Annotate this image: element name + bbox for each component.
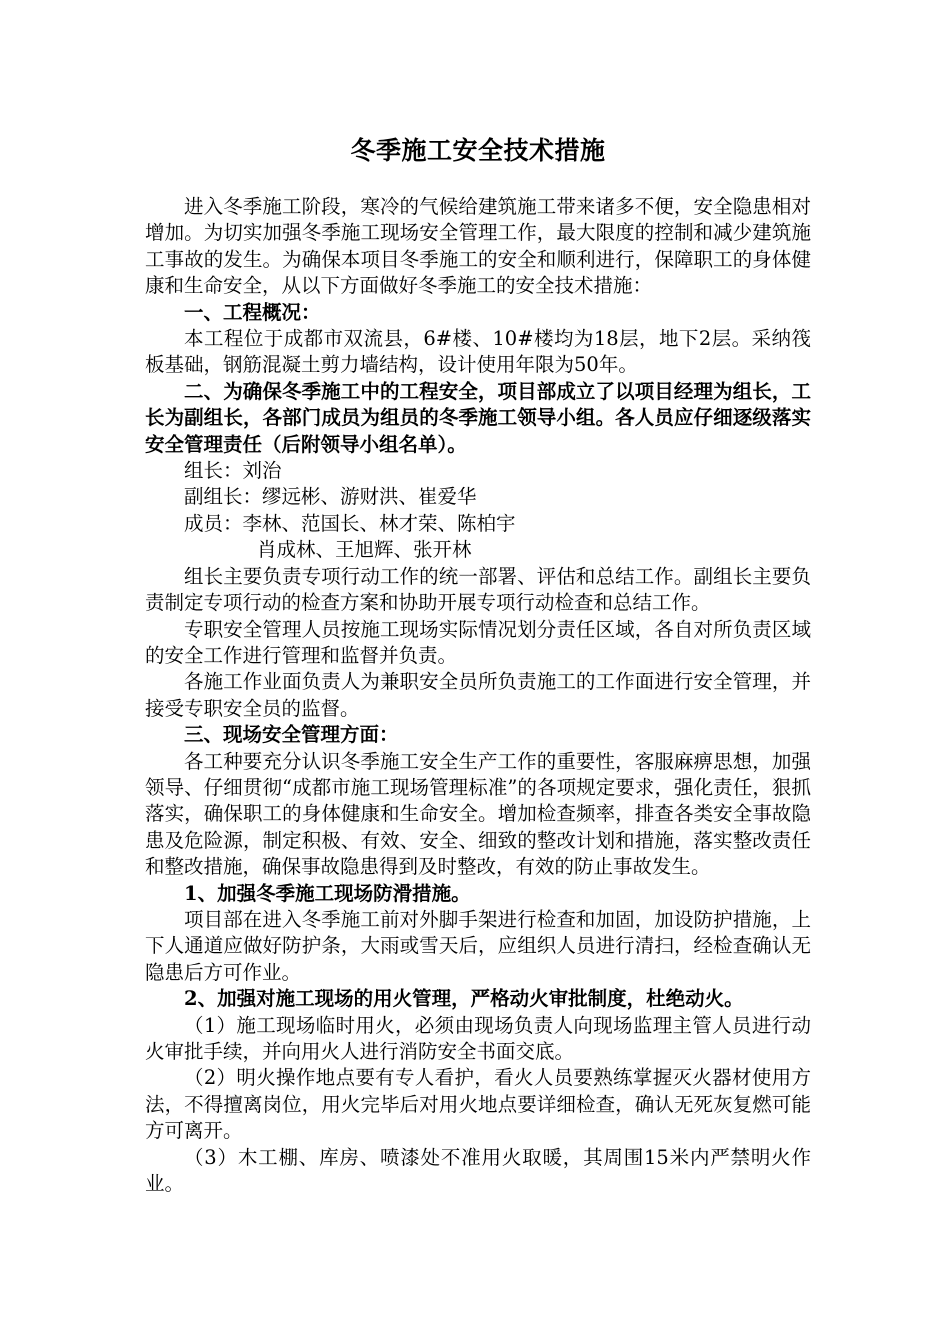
site-safety-paragraph: 各工种要充分认识冬季施工安全生产工作的重要性，客服麻痹思想，加强领导、仔细贯彻“成都市施工现场管理标准”的各项规定要求，强化责任，狠抓落实，确保职工的身体健康和生命安全。增加检查频率，排查各类安全事故隐患及危险源，制定积极、有效、安全、细致的整改计划和措施，落实整改责任和整改措施，确保事故隐患得到及时整改，有效的防止事故发生。 xyxy=(145,749,811,879)
subheading-anti-slip: 1、加强冬季施工现场防滑措施。 xyxy=(184,881,471,905)
section-heading-overview: 一、工程概况： xyxy=(184,300,321,324)
anti-slip-paragraph: 项目部在进入冬季施工前对外脚手架进行检查和加固，加设防护措施，上下人通道应做好防护条，大雨或雪天后，应组织人员进行清扫，经检查确认无隐患后方可作业。 xyxy=(145,907,811,984)
workface-manager-paragraph: 各施工作业面负责人为兼职安全员所负责施工的工作面进行安全管理，并接受专职安全员的监督。 xyxy=(145,670,811,720)
document-page xyxy=(145,134,811,1197)
subheading-fire-management: 2、加强对施工现场的用火管理，严格动火审批制度，杜绝动火。 xyxy=(184,987,744,1011)
section-heading-leadership: 二、为确保冬季施工中的工程安全，项目部成立了以项目经理为组长，工长为副组长，各部门成员为组员的冬季施工领导小组。各人员应仔细逐级落实安全管理责任（后附领导小组名单）。 xyxy=(145,379,811,456)
leader-line: 组长：刘治 xyxy=(184,459,282,483)
members-line-continued: 肖成林、王旭辉、张开林 xyxy=(257,538,472,562)
overview-paragraph: 本工程位于成都市双流县，6#楼、10#楼均为18层，地下2层。采纳筏板基础，钢筋混凝土剪力墙结构，设计使用年限为50年。 xyxy=(145,327,811,377)
section-heading-site-safety: 三、现场安全管理方面： xyxy=(184,723,399,747)
intro-paragraph: 进入冬季施工阶段，寒冷的气候给建筑施工带来诸多不便，安全隐患相对增加。为切实加强冬季施工现场安全管理工作，最大限度的控制和减少建筑施工事故的发生。为确保本项目冬季施工的安全和顺利进行，保障职工的身体健康和生命安全，从以下方面做好冬季施工的安全技术措施： xyxy=(145,195,811,298)
fire-rule-3: （3）木工棚、库房、喷漆处不准用火取暖，其周围15米内严禁明火作业。 xyxy=(145,1145,811,1196)
document-title: 冬季施工安全技术措施 xyxy=(350,136,606,165)
fire-rule-1: （1）施工现场临时用火，必须由现场负责人向现场监理主管人员进行动火审批手续，并向用火人进行消防安全书面交底。 xyxy=(145,1013,811,1063)
members-line: 成员：李林、范国长、林才荣、陈柏宇 xyxy=(184,511,516,535)
fire-rule-2: （2）明火操作地点要有专人看护，看火人员要熟练掌握灭火器材使用方法，不得擅离岗位，用火完毕后对用火地点要详细检查，确认无死灰复燃可能方可离开。 xyxy=(145,1066,811,1143)
leader-duties-paragraph: 组长主要负责专项行动工作的统一部署、评估和总结工作。副组长主要负责制定专项行动的检查方案和协助开展专项行动检查和总结工作。 xyxy=(145,564,811,615)
safety-officer-paragraph: 专职安全管理人员按施工现场实际情况划分责任区域，各自对所负责区域的安全工作进行管理和监督并负责。 xyxy=(145,617,811,667)
deputy-leader-line: 副组长：缪远彬、游财洪、崔爱华 xyxy=(184,485,477,509)
